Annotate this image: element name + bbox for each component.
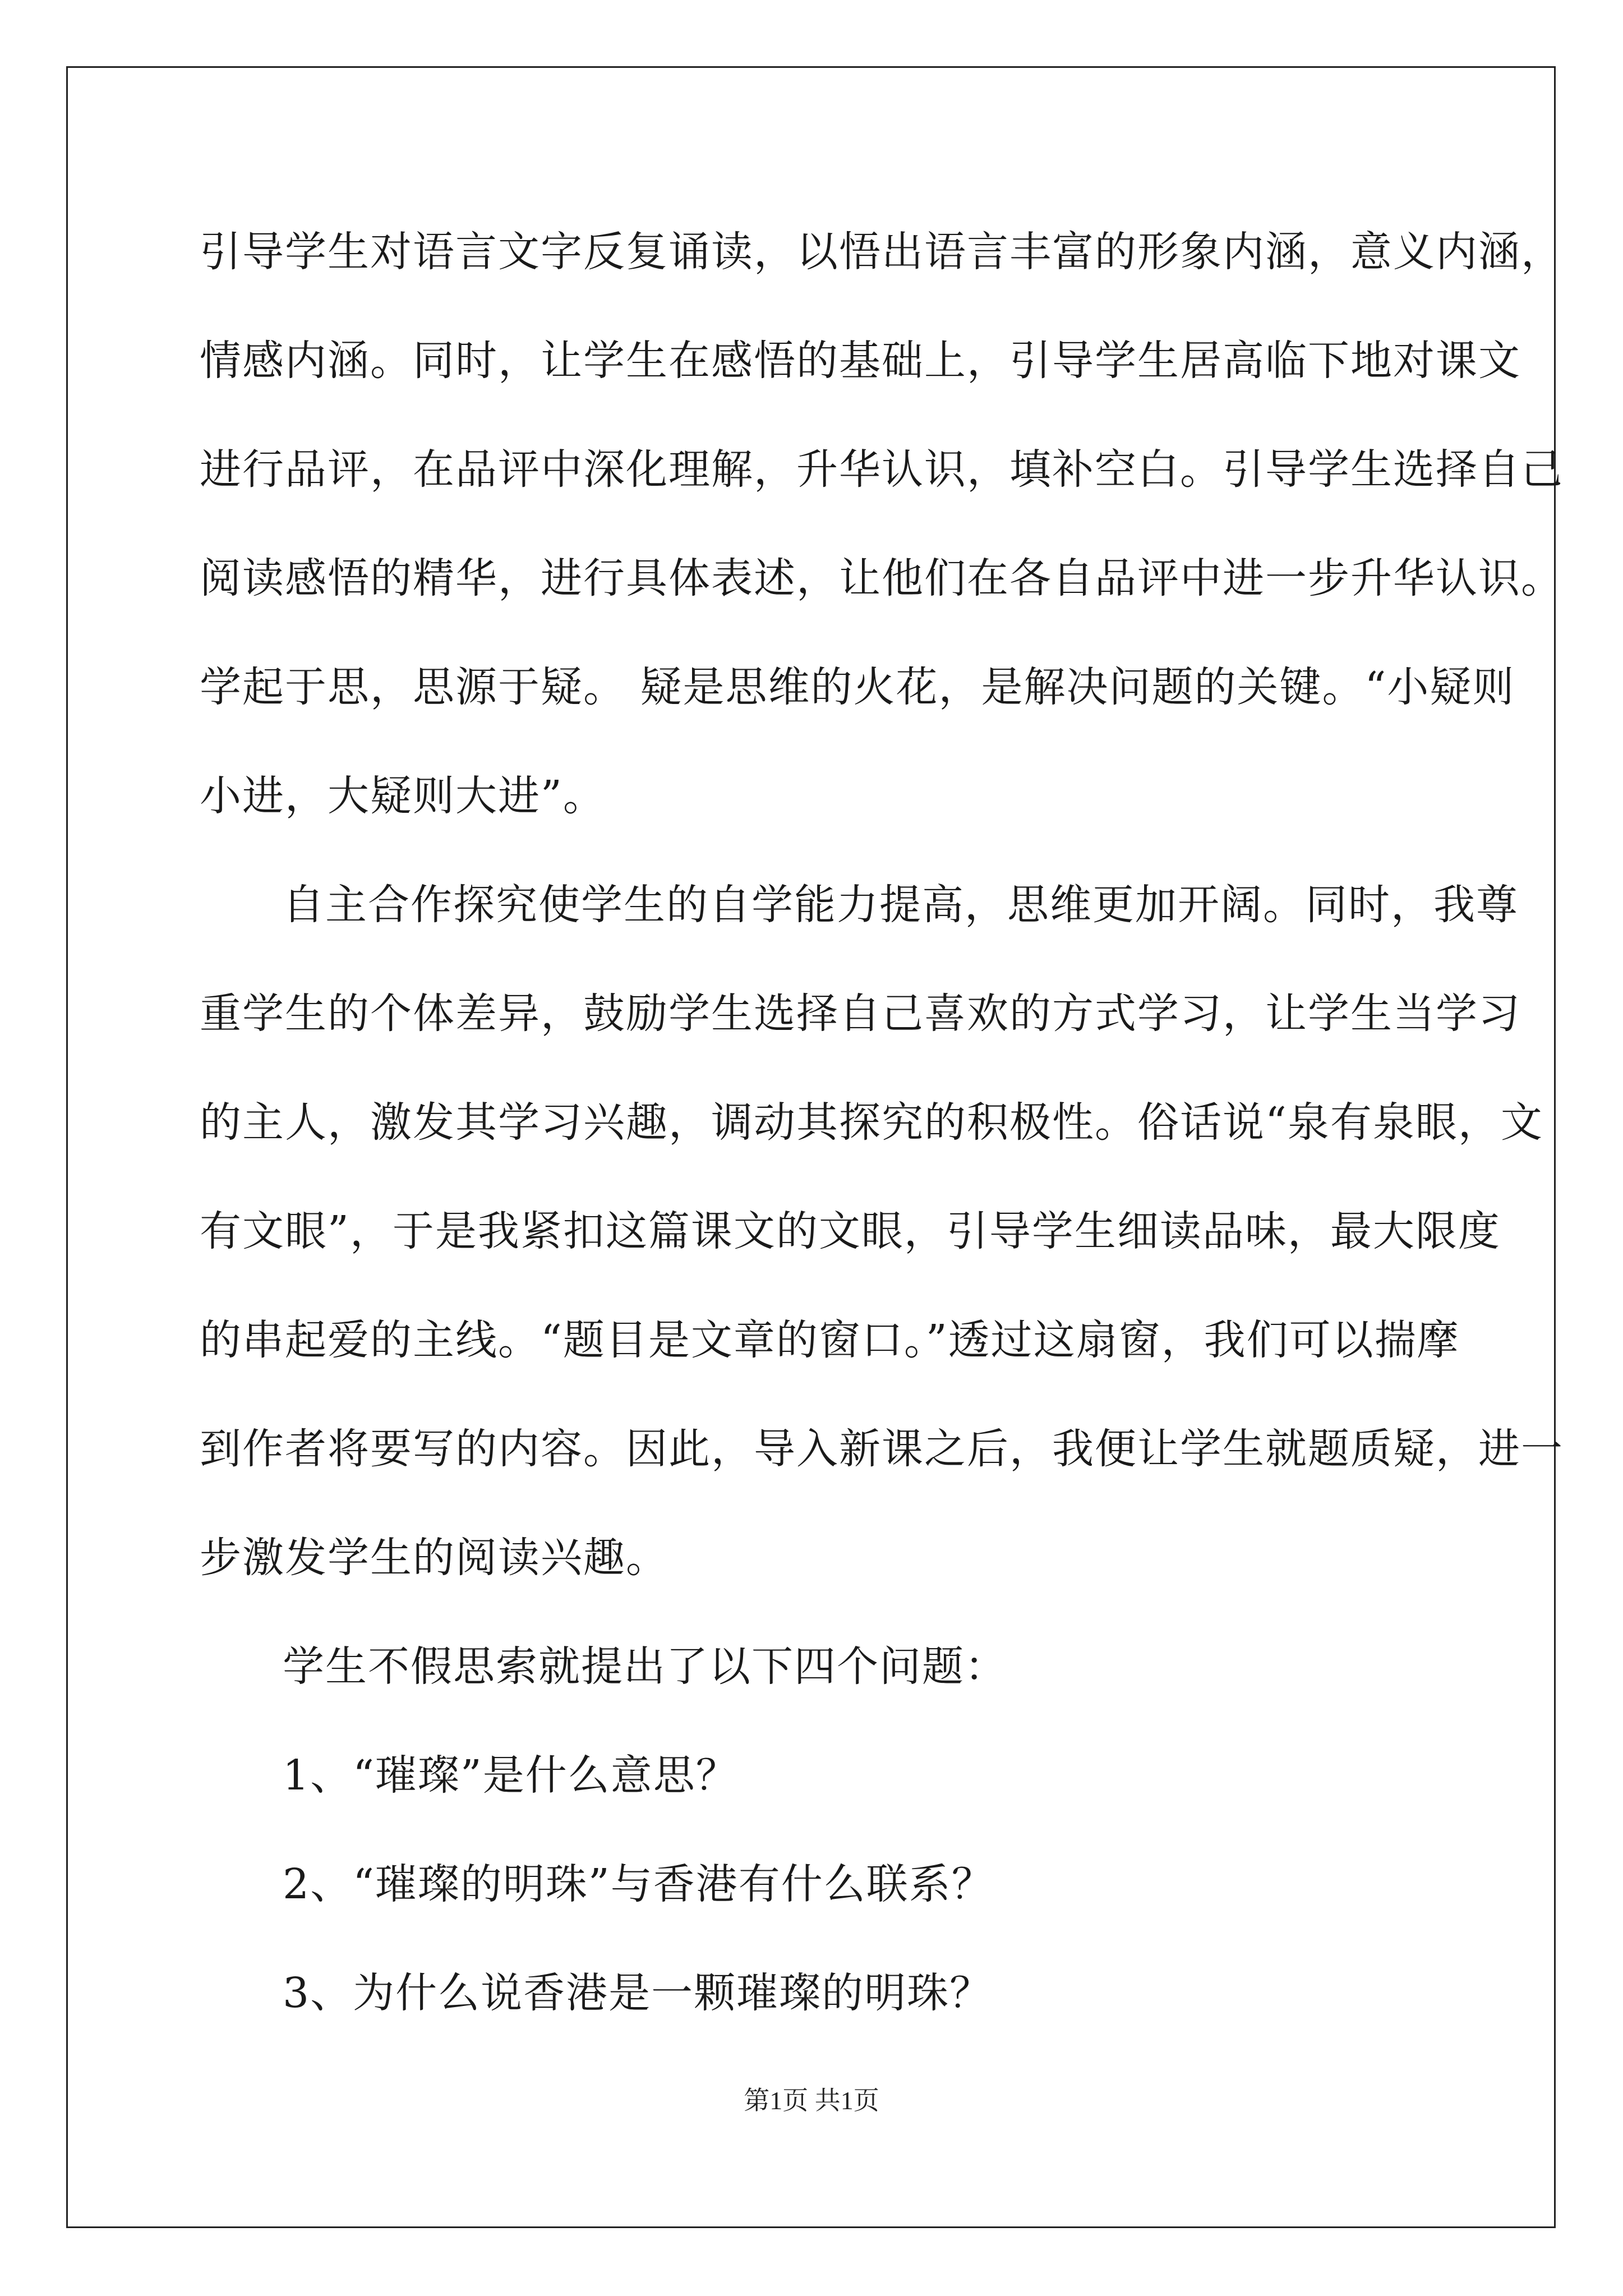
- text-line: 到作者将要写的内容。因此，导入新课之后，我便让学生就题质疑，进一: [200, 1425, 1564, 1473]
- question-item: 3、为什么说香港是一颗璀璨的明珠？: [283, 1969, 993, 2017]
- text-line: 学起于思，思源于疑。 疑是思维的火花，是解决问题的关键。“小疑则: [200, 663, 1515, 711]
- text-line: 引导学生对语言文字反复诵读，以悟出语言丰富的形象内涵，意义内涵，: [200, 228, 1564, 276]
- paragraph-first-line: 自主合作探究使学生的自学能力提高，思维更加开阔。同时，我尊: [283, 881, 1519, 929]
- text-line: 阅读感悟的精华，进行具体表述，让他们在各自品评中进一步升华认识。: [200, 554, 1564, 602]
- text-line: 情感内涵。同时，让学生在感悟的基础上，引导学生居高临下地对课文: [200, 337, 1521, 385]
- question-item: 2、“璀璨的明珠”与香港有什么联系？: [283, 1860, 994, 1908]
- page-number-footer: 第1页 共1页: [744, 2086, 879, 2115]
- document-body: [200, 197, 1564, 2047]
- text-line: 进行品评，在品评中深化理解，升华认识，填补空白。引导学生选择自己: [200, 445, 1564, 494]
- text-line: 有文眼”，于是我紧扣这篇课文的文眼，引导学生细读品味，最大限度: [200, 1207, 1501, 1255]
- text-line: 步激发学生的阅读兴趣。: [200, 1534, 668, 1582]
- text-line: 的串起爱的主线。“题目是文章的窗口。”透过这扇窗，我们可以揣摩: [200, 1316, 1460, 1364]
- text-line: 的主人，激发其学习兴趣，调动其探究的积极性。俗话说“泉有泉眼，文: [200, 1098, 1543, 1147]
- paragraph-first-line: 学生不假思索就提出了以下四个问题：: [283, 1642, 1007, 1691]
- text-line: 小进，大疑则大进”。: [200, 772, 606, 820]
- question-item: 1、“璀璨”是什么意思？: [283, 1751, 739, 1800]
- text-line: 重学生的个体差异，鼓励学生选择自己喜欢的方式学习，让学生当学习: [200, 990, 1521, 1038]
